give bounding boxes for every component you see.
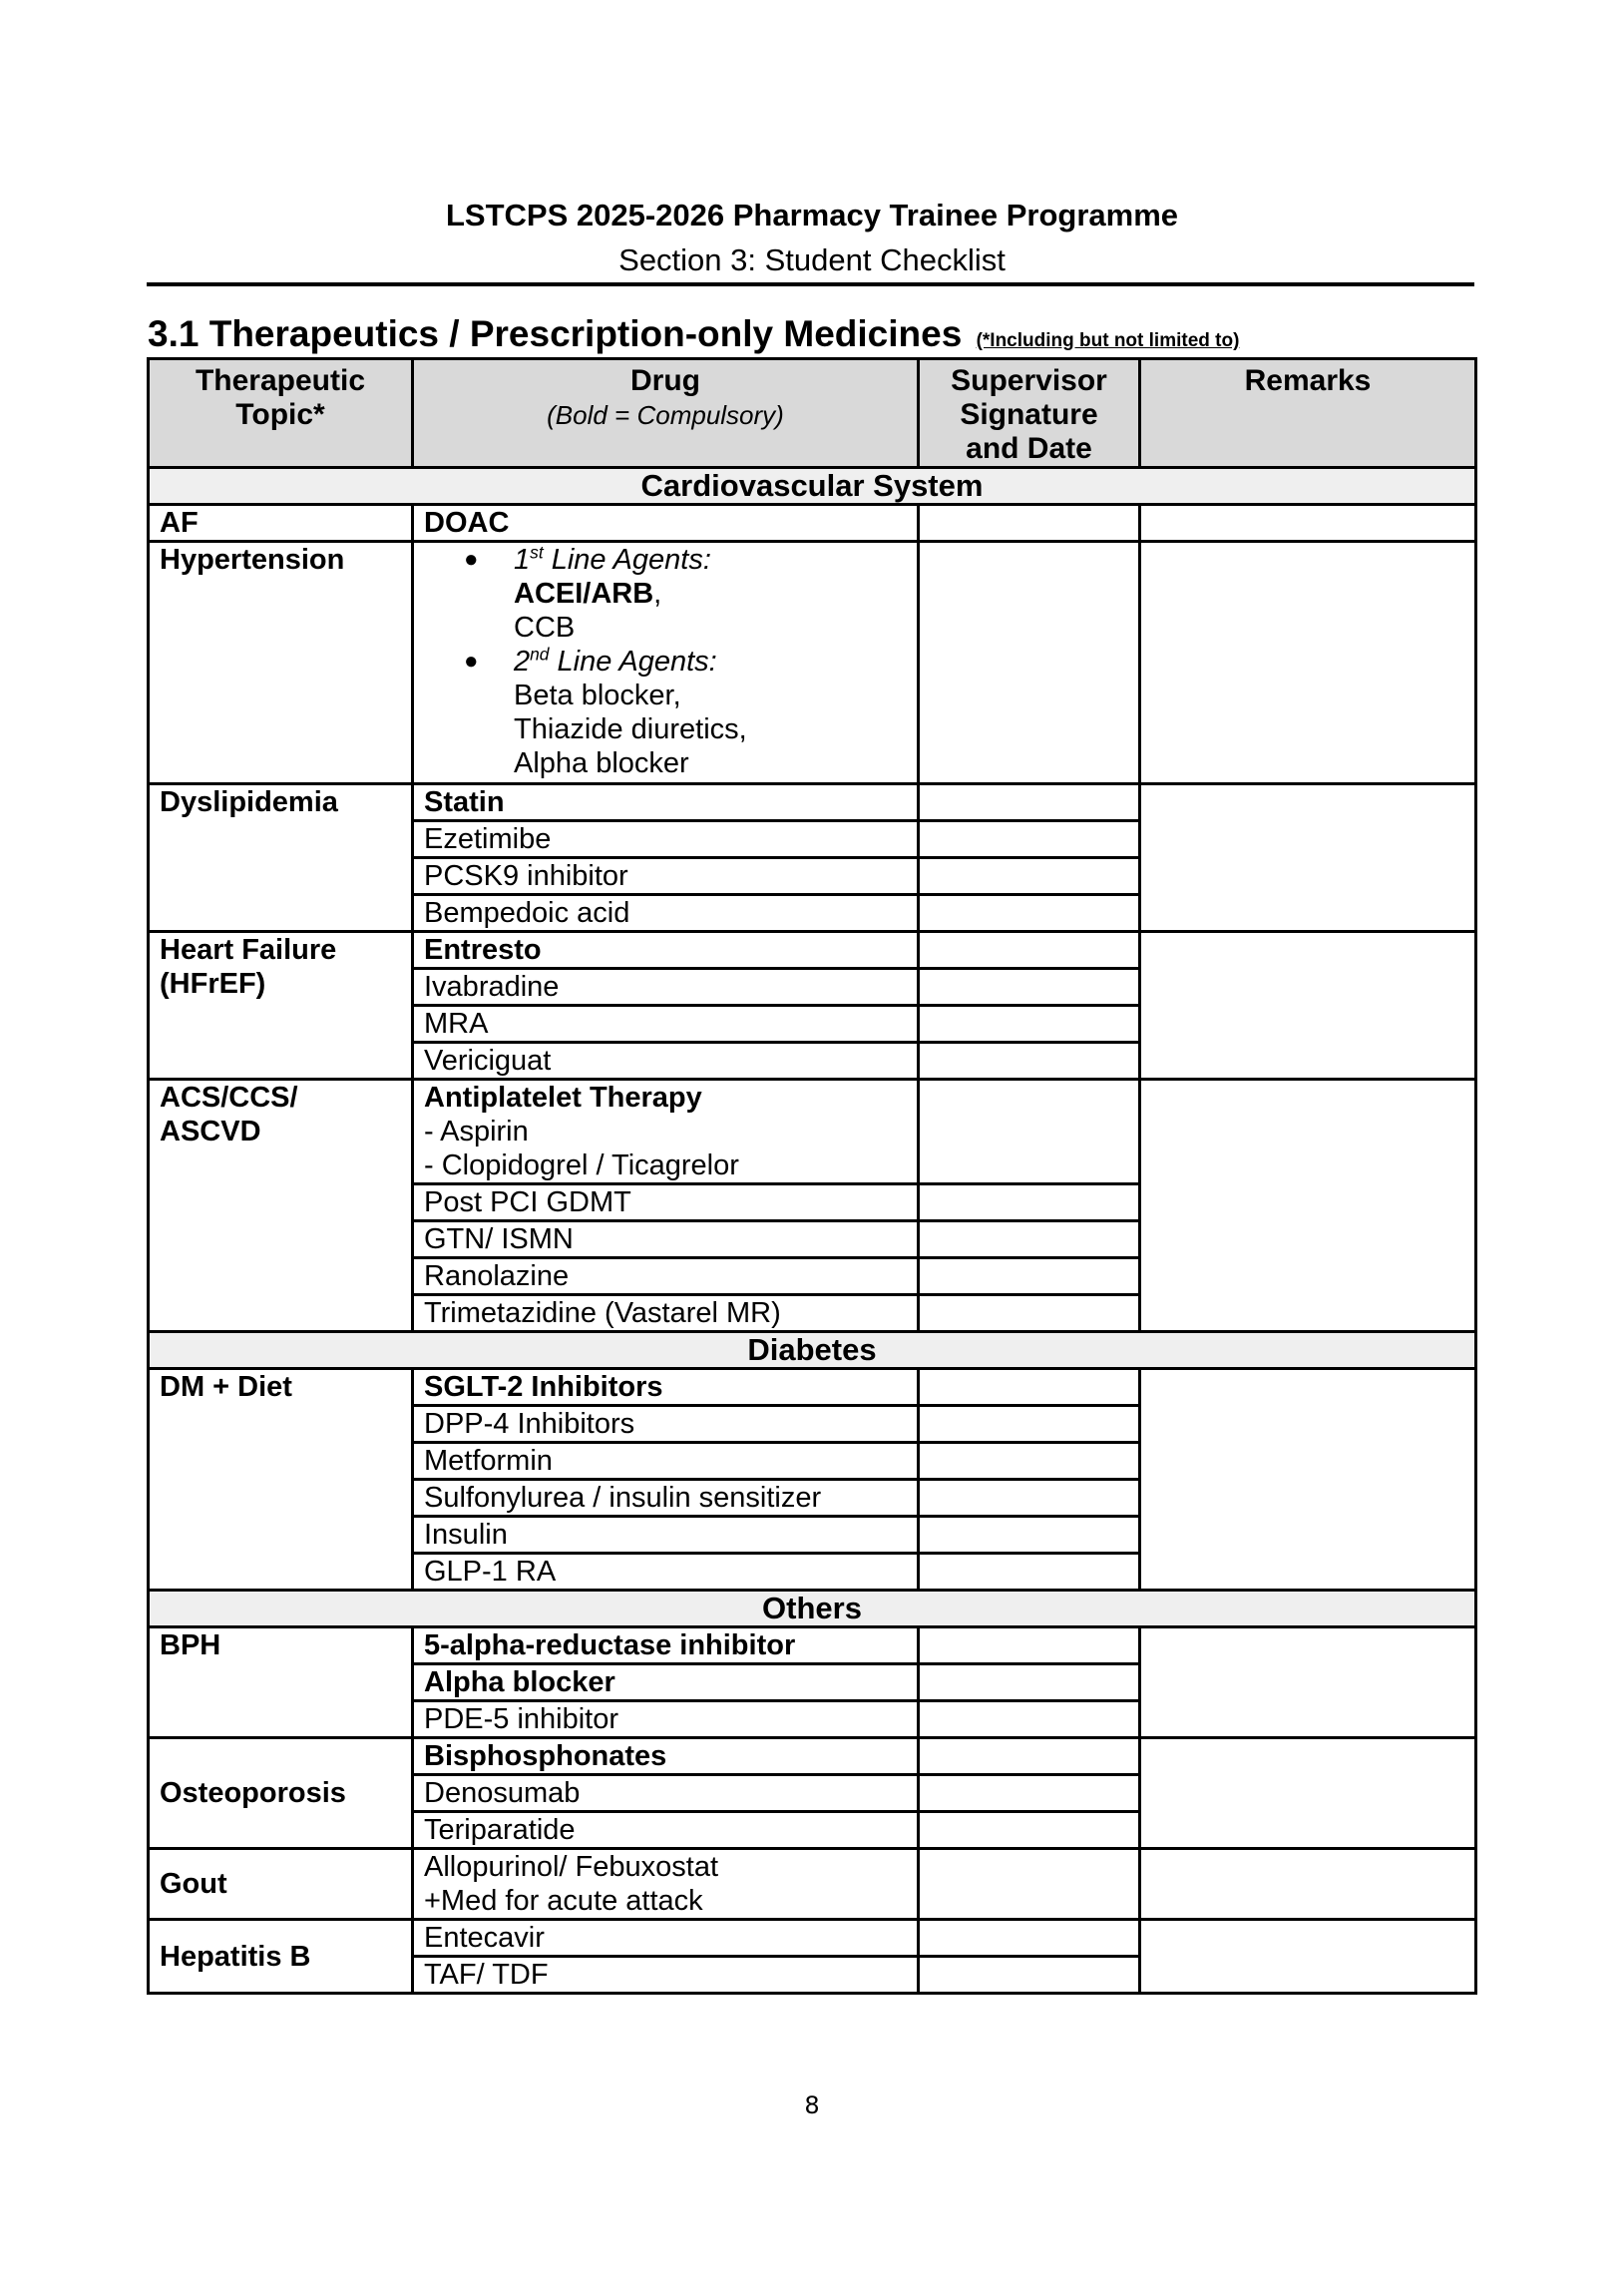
drug-cell: GLP-1 RA — [413, 1554, 919, 1591]
table-row — [149, 1080, 1476, 1184]
drug-cell: Teriparatide — [413, 1812, 919, 1849]
drug-cell: PCSK9 inhibitor — [413, 858, 919, 895]
drug-cell: DOAC — [413, 505, 919, 542]
topic-osteoporosis: Osteoporosis — [149, 1738, 413, 1849]
checklist-table — [147, 357, 1477, 1995]
section-note: (*Including but not limited to) — [976, 330, 1240, 351]
signature-cell[interactable] — [919, 1849, 1140, 1920]
remarks-cell[interactable] — [1140, 505, 1476, 542]
signature-cell[interactable] — [919, 1957, 1140, 1994]
drug-cell: Trimetazidine (Vastarel MR) — [413, 1295, 919, 1332]
header-divider — [147, 282, 1474, 286]
group-row-others: Others — [149, 1591, 1476, 1627]
header-drug-hint: (Bold = Compulsory) — [547, 400, 784, 430]
drug-cell: Insulin — [413, 1517, 919, 1554]
signature-cell[interactable] — [919, 1406, 1140, 1443]
topic-dyslipidemia: Dyslipidemia — [149, 784, 413, 932]
table-row — [149, 784, 1476, 821]
signature-cell[interactable] — [919, 1664, 1140, 1701]
remarks-cell[interactable] — [1140, 932, 1476, 1080]
table-row — [149, 1738, 1476, 1775]
topic-hepatitis-b: Hepatitis B — [149, 1920, 413, 1994]
drug-cell: Ezetimibe — [413, 821, 919, 858]
signature-cell[interactable] — [919, 1627, 1140, 1664]
signature-cell[interactable] — [919, 542, 1140, 784]
signature-cell[interactable] — [919, 1295, 1140, 1332]
drug-cell: Ivabradine — [413, 969, 919, 1006]
signature-cell[interactable] — [919, 1775, 1140, 1812]
drug-cell: Post PCI GDMT — [413, 1184, 919, 1221]
signature-cell[interactable] — [919, 1812, 1140, 1849]
drug-cell: Bempedoic acid — [413, 895, 919, 932]
table-row — [149, 505, 1476, 542]
section-heading-text: 3.1 Therapeutics / Prescription-only Medicines — [148, 313, 963, 354]
signature-cell[interactable] — [919, 895, 1140, 932]
page-number: 8 — [804, 2091, 820, 2119]
drug-cell — [413, 542, 919, 784]
topic-acs: ACS/CCS/ ASCVD — [149, 1080, 413, 1332]
signature-cell[interactable] — [919, 858, 1140, 895]
topic-bph: BPH — [149, 1627, 413, 1738]
signature-cell[interactable] — [919, 505, 1140, 542]
signature-cell[interactable] — [919, 1701, 1140, 1738]
topic-diabetes: DM + Diet — [149, 1369, 413, 1591]
section-heading — [148, 312, 1239, 363]
remarks-cell[interactable] — [1140, 1369, 1476, 1591]
drug-cell: Allopurinol/ Febuxostat +Med for acute attack — [413, 1849, 919, 1920]
drug-cell: Denosumab — [413, 1775, 919, 1812]
drug-cell: SGLT-2 Inhibitors — [413, 1369, 919, 1406]
drug-cell: MRA — [413, 1006, 919, 1043]
drug-cell: Ranolazine — [413, 1258, 919, 1295]
group-row-cardiovascular: Cardiovascular System — [149, 468, 1476, 505]
table-row — [149, 542, 1476, 784]
header-drug: Drug (Bold = Compulsory) — [413, 359, 919, 468]
drug-cell: Bisphosphonates — [413, 1738, 919, 1775]
remarks-cell[interactable] — [1140, 1080, 1476, 1332]
drug-cell: Vericiguat — [413, 1043, 919, 1080]
list-item: ● 1st Line Agents: ACEI/ARB, CCB — [464, 543, 907, 645]
header-topic: Therapeutic Topic* — [149, 359, 413, 468]
signature-cell[interactable] — [919, 1006, 1140, 1043]
hypertension-agent-list — [424, 543, 907, 780]
drug-cell: 5-alpha-reductase inhibitor — [413, 1627, 919, 1664]
table-row — [149, 1920, 1476, 1957]
drug-cell: GTN/ ISMN — [413, 1221, 919, 1258]
topic-hypertension: Hypertension — [149, 542, 413, 784]
signature-cell[interactable] — [919, 1554, 1140, 1591]
signature-cell[interactable] — [919, 1517, 1140, 1554]
header-signature: Supervisor Signature and Date — [919, 359, 1140, 468]
table-row — [149, 1369, 1476, 1406]
signature-cell[interactable] — [919, 969, 1140, 1006]
header-remarks: Remarks — [1140, 359, 1476, 468]
topic-af: AF — [149, 505, 413, 542]
remarks-cell[interactable] — [1140, 1627, 1476, 1738]
drug-cell: Alpha blocker — [413, 1664, 919, 1701]
signature-cell[interactable] — [919, 1480, 1140, 1517]
remarks-cell[interactable] — [1140, 542, 1476, 784]
drug-cell: DPP-4 Inhibitors — [413, 1406, 919, 1443]
table-row — [149, 1849, 1476, 1920]
drug-cell: Antiplatelet Therapy - Aspirin - Clopidogrel / Ticagrelor — [413, 1080, 919, 1184]
drug-cell: Entresto — [413, 932, 919, 969]
signature-cell[interactable] — [919, 1221, 1140, 1258]
signature-cell[interactable] — [919, 932, 1140, 969]
topic-heart-failure: Heart Failure (HFrEF) — [149, 932, 413, 1080]
drug-cell: Statin — [413, 784, 919, 821]
signature-cell[interactable] — [919, 1738, 1140, 1775]
drug-cell: Metformin — [413, 1443, 919, 1480]
signature-cell[interactable] — [919, 1080, 1140, 1184]
drug-cell: PDE-5 inhibitor — [413, 1701, 919, 1738]
remarks-cell[interactable] — [1140, 1738, 1476, 1849]
group-row-diabetes: Diabetes — [149, 1332, 1476, 1369]
signature-cell[interactable] — [919, 1258, 1140, 1295]
signature-cell[interactable] — [919, 1443, 1140, 1480]
topic-gout: Gout — [149, 1849, 413, 1920]
document-subtitle: Section 3: Student Checklist — [618, 242, 1006, 277]
remarks-cell[interactable] — [1140, 784, 1476, 932]
signature-cell[interactable] — [919, 1369, 1140, 1406]
drug-cell: TAF/ TDF — [413, 1957, 919, 1994]
signature-cell[interactable] — [919, 1043, 1140, 1080]
document-title: LSTCPS 2025-2026 Pharmacy Trainee Programme — [445, 198, 1179, 232]
table-header-row — [149, 359, 1476, 468]
drug-cell: Entecavir — [413, 1920, 919, 1957]
signature-cell[interactable] — [919, 1184, 1140, 1221]
table-row — [149, 1627, 1476, 1664]
remarks-cell[interactable] — [1140, 1849, 1476, 1920]
signature-cell[interactable] — [919, 821, 1140, 858]
table-row — [149, 932, 1476, 969]
list-item: ● 2nd Line Agents: Beta blocker, Thiazide diuretics, Alpha blocker — [464, 645, 907, 780]
signature-cell[interactable] — [919, 1920, 1140, 1957]
signature-cell[interactable] — [919, 784, 1140, 821]
remarks-cell[interactable] — [1140, 1920, 1476, 1994]
drug-cell: Sulfonylurea / insulin sensitizer — [413, 1480, 919, 1517]
